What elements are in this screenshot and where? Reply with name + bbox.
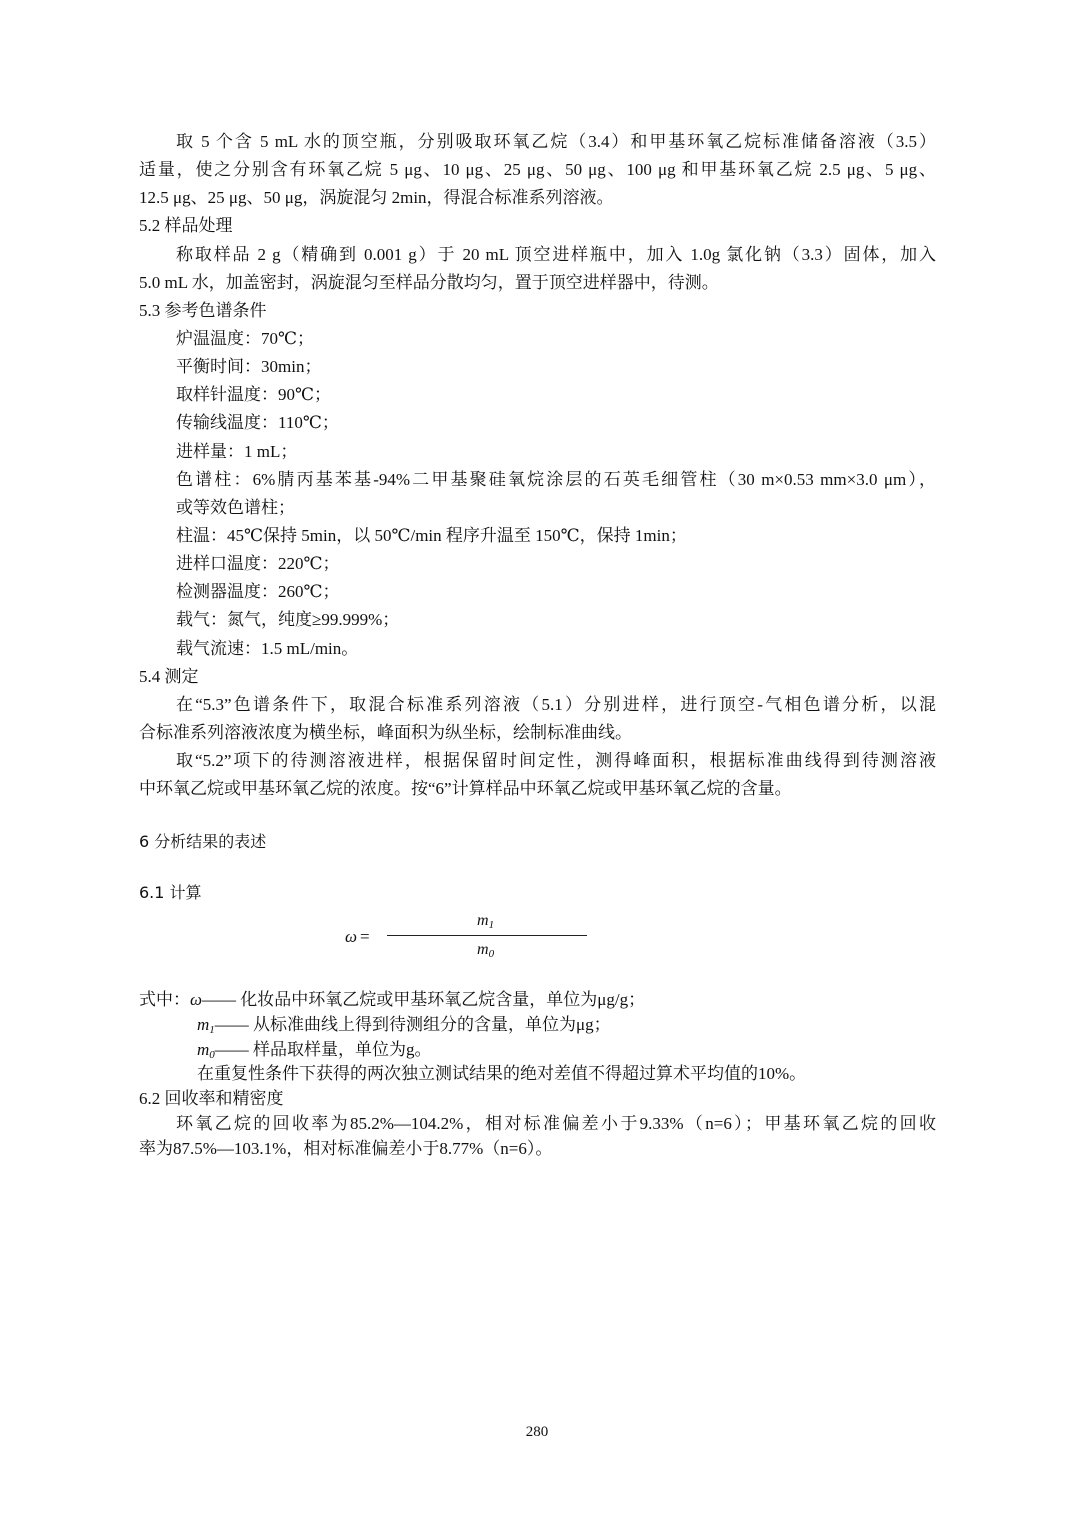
paragraph-line: 12.5 μg、25 μg、50 μg，涡旋混匀 2min，得混合标准系列溶液。: [139, 188, 614, 207]
paragraph-line: 在“5.3”色谱条件下，取混合标准系列溶液（5.1）分别进样，进行顶空-气相色谱分析，以混: [176, 695, 936, 714]
where-line-m0: $m_0——$ 样品取样量，单位为g。: [197, 1040, 432, 1061]
paragraph-line: 合标准系列溶液浓度为横坐标，峰面积为纵坐标，绘制标准曲线。: [139, 723, 632, 742]
formula-equals: =: [360, 927, 370, 946]
paragraph-line: 中环氧乙烷或甲基环氧乙烷的浓度。按“6”计算样品中环氧乙烷或甲基环氧乙烷的含量。: [139, 779, 792, 798]
section-heading-6: 6 分析结果的表述: [139, 832, 267, 851]
formula-denominator: $m_0$: [477, 941, 495, 960]
condition-item: 平衡时间：30min；: [176, 357, 322, 376]
paragraph-line: 适量，使之分别含有环氧乙烷 5 μg、10 μg、25 μg、50 μg、100 μg 和甲基环氧乙烷 2.5 μg、5 μg、: [139, 160, 936, 179]
condition-item: 色谱柱：6%腈丙基苯基-94%二甲基聚硅氧烷涂层的石英毛细管柱（30 m×0.53 mm×3.0 μm），: [176, 470, 936, 489]
condition-item: 柱温：45℃保持 5min，以 50℃/min 程序升温至 150℃，保持 1min；: [176, 526, 687, 545]
repeatability-note: 在重复性条件下获得的两次独立测试结果的绝对差值不得超过算术平均值的10%。: [197, 1064, 807, 1083]
condition-item: 进样口温度：220℃；: [176, 554, 340, 573]
condition-item: 进样量：1 mL；: [176, 442, 298, 461]
condition-item: 检测器温度：260℃；: [176, 582, 340, 601]
condition-item: 炉温温度：70℃；: [176, 329, 315, 348]
formula-omega: ω: [345, 927, 358, 946]
paragraph-line: 5.0 mL 水，加盖密封，涡旋混匀至样品分散均匀，置于顶空进样器中，待测。: [139, 273, 719, 292]
paragraph-line: 取“5.2”项下的待测溶液进样，根据保留时间定性，测得峰面积，根据标准曲线得到待测溶液: [176, 751, 936, 770]
formula: [345, 912, 595, 964]
condition-item: 或等效色谱柱；: [176, 498, 295, 517]
condition-item: 取样针温度：90℃；: [176, 385, 332, 404]
section-heading-6-2: 6.2 回收率和精密度: [139, 1089, 284, 1108]
condition-item: 载气流速：1.5 mL/min。: [176, 639, 359, 658]
condition-item: 载气：氮气，纯度≥99.999%；: [176, 610, 400, 629]
paragraph-line: 率为87.5%—103.1%，相对标准偏差小于8.77%（n=6）。: [139, 1139, 553, 1158]
section-heading-5-2: 5.2 样品处理: [139, 216, 233, 235]
formula-numerator: $m_1$: [477, 912, 495, 931]
section-heading-5-3: 5.3 参考色谱条件: [139, 301, 267, 320]
where-line-m1: $m_1——$ 从标准曲线上得到待测组分的含量，单位为μg；: [197, 1015, 611, 1036]
fraction-bar: [387, 935, 587, 936]
where-line-omega: 式中：ω—— 化妆品中环氧乙烷或甲基环氧乙烷含量，单位为μg/g；: [139, 990, 646, 1009]
section-heading-5-4: 5.4 测定: [139, 667, 199, 686]
paragraph-line: 环氧乙烷的回收率为85.2%—104.2%，相对标准偏差小于9.33%（n=6）；甲基环氧乙烷的回收: [176, 1114, 936, 1133]
page-number: 280: [525, 1424, 549, 1440]
section-heading-6-1: 6.1 计算: [139, 883, 202, 902]
condition-item: 传输线温度：110℃；: [176, 413, 339, 432]
paragraph-line: 取 5 个含 5 mL 水的顶空瓶，分别吸取环氧乙烷（3.4）和甲基环氧乙烷标准储备溶液（3.5）: [176, 132, 936, 151]
paragraph-line: 称取样品 2 g（精确到 0.001 g）于 20 mL 顶空进样瓶中，加入 1.0g 氯化钠（3.3）固体，加入: [176, 245, 936, 264]
